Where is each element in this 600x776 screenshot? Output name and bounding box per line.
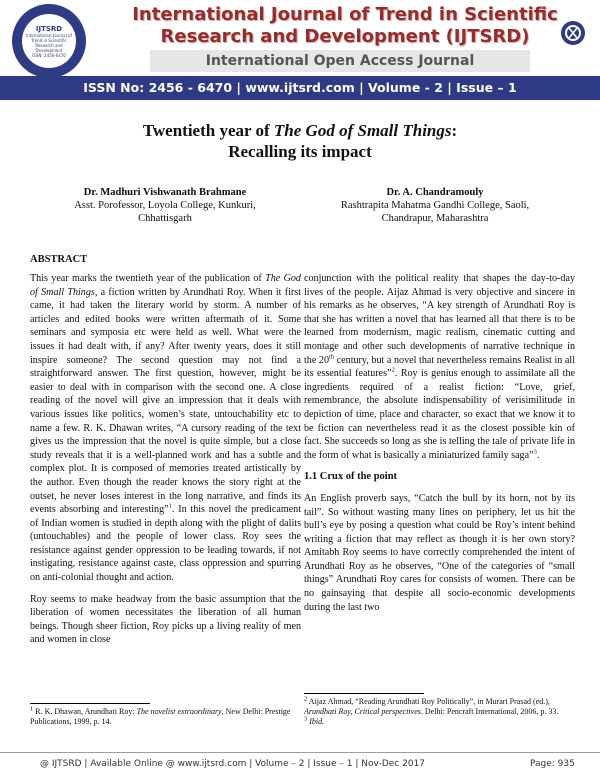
title-text: Twentieth year of [142,121,274,140]
journal-title [90,4,600,48]
open-access-banner: International Open Access Journal [150,50,530,72]
footnote-book-title: The novelist extraordinary [136,707,222,716]
text-run: , a fiction written by Arundhati Roy. When it first came, it had taken the literary world by storm. A number of articles and edited books were written aftermath of it. Some seminars and symposia etc were held as well. What were the issues it had dealt with, if any? After twenty years, does it still inspire someone? The second question may not find a straightforward answer. The first question, however, might be easier to deal with in comparison with the second one. A close reading of the novel will give an impression that it deals with various issues like politics, women’s state, untouchability etc to name a few. R. K. Dhawan writes, “A cursory reading of the text gives us the impression that the novel is quite simple, but a close study reveals that it is a well-planned work and has a subtle and complex plot. It is composed of memories treated artistically by the author. Even though the reader knows the story right at the outset, he never loses interest in the long narrative, and finds its events absorbing and interesting” [30,286,301,516]
footer-citation: @ IJTSRD | Available Online @ www.ijtsrd.com | Volume – 2 | Issue – 1 | Nov-Dec 2017 [40,759,425,769]
body-paragraph-2: An English proverb says, “Catch the bull by its horn, not by its tail”. So without wasting many lines on periphery, let us hit the bull’s eye by posing a question what could be Roy’s intent behind writing a fiction that may reflect as though it is her own story? Amitabh Roy seems to have correctly comprehended the intent of Arundhati Roy as he observes, “One of the categories of “small things” Arundhati Roy cares for consists of women. There can be no gainsaying that despite all socio-economic developments during the last two [304,492,575,613]
logo-journal-name: International Journal of Trend in Scientific Research and Development [26,32,72,53]
author-location: Chandrapur, Maharashtra [381,213,489,224]
text-run: conjunction with the political reality that shapes the day-to-day lives of the people. Aijaz Ahmad is very objective and sincere in his remarks as he observes, “A key strength of Arundhati Roy is that she has written a novel that has learned all that there is to be learned from modernism, magic realism, cinematic cutting and montage and other such developments of narrative technique in the 20 [304,273,575,366]
page-number: Page: 935 [530,759,575,769]
footnote-text: , New Delhi: Prestige Publications, 1999, p. 14. [30,707,291,726]
author-affiliation: Asst. Porofessor, Loyola College, Kunkuri, [74,200,256,211]
footnote-number: 3 [304,715,308,723]
footnotes-left [30,707,301,727]
author-name: Dr. Madhuri Vishwanath Brahmane [83,187,247,198]
author-location: Chhattisgarh [138,213,192,224]
body-paragraph-1 [304,272,575,462]
abstract-paragraph-2: Roy seems to make headway from the basic assumption that the liberation of women necessitates the liberation of all human beings. Though sheer fiction, Roy picks up a living reality of men and women in close [30,593,301,646]
issn-banner: ISSN No: 2456 - 6470 | www.ijtsrd.com | Volume - 2 | Issue – 1 [0,76,600,100]
footnote-rule-right [304,693,424,694]
text-run: . In this novel the predicament of Indian women is studied in depth along with the plight of dalits (untouchables) and the people of lower class. Roy sees the resistance against gender oppression to be leading towards, if not instigating, resistance against caste, class oppression and spurring on anti-colonial thought and action. [30,504,301,584]
footnote-ref: 1 [168,502,172,510]
journal-logo [14,6,84,76]
right-column [304,272,575,622]
text-run: This year marks the twentieth year of the publication of [30,273,266,284]
ordinal-suffix: th [329,353,335,361]
paper-title-line-2: Recalling its impact [228,142,372,161]
text-run: . [536,449,540,461]
footnote-book-title: Arundhati Roy, Critical perspectives [304,707,421,716]
open-access-icon [560,20,586,46]
section-heading: 1.1 Crux of the point [304,471,398,483]
book-title: The God of Small Things [30,273,301,298]
author-block-1 [40,186,290,225]
journal-title-line-1: International Journal of Trend in Scientific [132,4,558,25]
abstract-heading: ABSTRACT [30,254,88,265]
title-colon: : [451,121,458,140]
journal-title-line-2: Research and Development (IJTSRD) [160,26,530,47]
author-name: Dr. A. Chandramouly [386,187,484,198]
title-book-name: The God of Small Things [273,121,452,140]
footnote-text: Ibid. [307,717,325,726]
footnote-text: Aijaz Ahmad, “Reading Arundhati Roy Politically”, in Murari Prasad (ed.), [307,697,550,706]
footnote-rule-left [30,703,150,704]
logo-seal [22,14,76,68]
paper-title [40,120,560,162]
abstract-paragraph-1 [30,272,301,585]
footnote-number: 2 [304,695,308,703]
page-footer [0,752,600,775]
footnote-2 [304,697,575,717]
footnote-text: . Delhi: Pencraft International, 2006, p. 33. [420,707,559,716]
logo-issn: ISSN: 2456-6470 [32,52,66,58]
footnote-ref: 3 [533,448,537,456]
footnote-3 [304,717,575,727]
journal-header [0,0,600,100]
footnotes-right [304,697,575,727]
footnote-text: R. K. Dhawan, Arundhati Roy: [33,707,137,716]
logo-acronym: IJTSRD [35,24,63,33]
author-affiliation: Rashtrapita Mahatma Gandhi College, Saoli, [340,200,530,211]
paper-title-line-1 [40,120,560,141]
left-column [30,272,301,655]
text-run: . Roy is genius enough to assimilate all the ingredients required of a realist fiction: “Love, grief, remembrance, the absolute indispensability of verisimilitude in depiction of time, place and character, so exact that we know it to be fiction can nevertheless read it as the closest possible kin of fact. She succeeds so long as she is telling the tale of private life in the form of what is basically a miniaturized family saga” [304,368,575,461]
text-run: century, but a novel that nevertheless remains Realist in all its essential features” [304,354,575,380]
footnote-ref: 2 [391,366,395,374]
footnote-number: 1 [30,705,34,713]
author-block-2 [300,186,570,225]
